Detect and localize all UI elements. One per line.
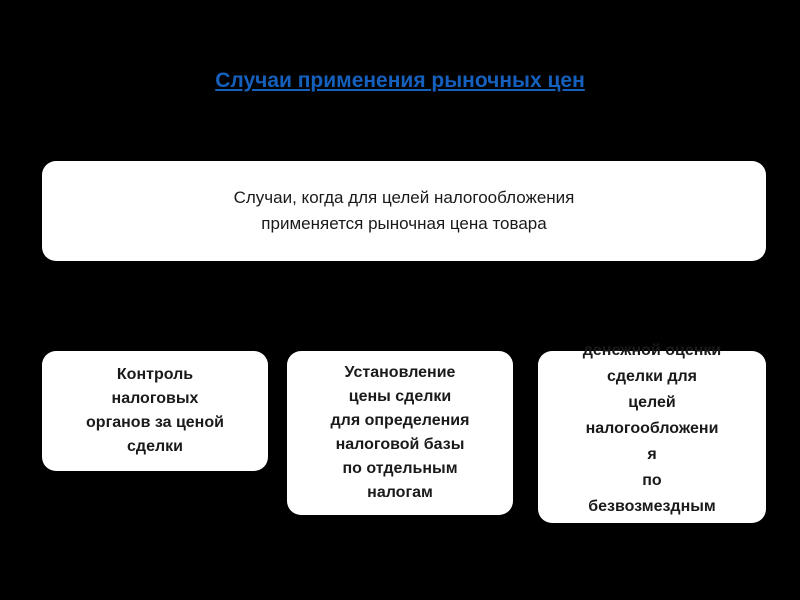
main-box-line-1: Случаи, когда для целей налогообложения [233, 188, 575, 207]
case-box-line: по [642, 472, 662, 489]
main-category-box [42, 161, 766, 261]
case-box-line: сделки [127, 438, 183, 455]
case-box-line: налоговой базы [335, 436, 465, 453]
case-box-price-setting [287, 351, 513, 515]
case-box-line: Контроль [116, 366, 194, 383]
case-box-line: органов за ценой [86, 414, 224, 431]
case-box-line: налогам [367, 484, 433, 501]
case-box-line: цены сделки [348, 388, 452, 405]
case-box-line: для определения [330, 412, 470, 429]
case-box-control [42, 351, 268, 471]
case-box-line: налоговых [111, 390, 199, 407]
case-box-line: денежной оценки [582, 342, 722, 359]
case-box-monetary-valuation [538, 342, 766, 523]
slide-title: Случаи применения рыночных цен [215, 69, 585, 92]
case-box-line: Установление [344, 364, 456, 381]
case-box-line: сделки для [606, 368, 698, 385]
case-box-line: налогообложени [585, 420, 719, 437]
case-box-line: целей [628, 394, 676, 411]
case-box-text-overflow [583, 338, 721, 520]
main-box-line-2: применяется рыночная цена товара [261, 214, 547, 233]
case-box-line: по отдельным [342, 460, 458, 477]
case-box-line: я [647, 446, 657, 463]
case-box-line: безвозмездным [588, 498, 716, 515]
